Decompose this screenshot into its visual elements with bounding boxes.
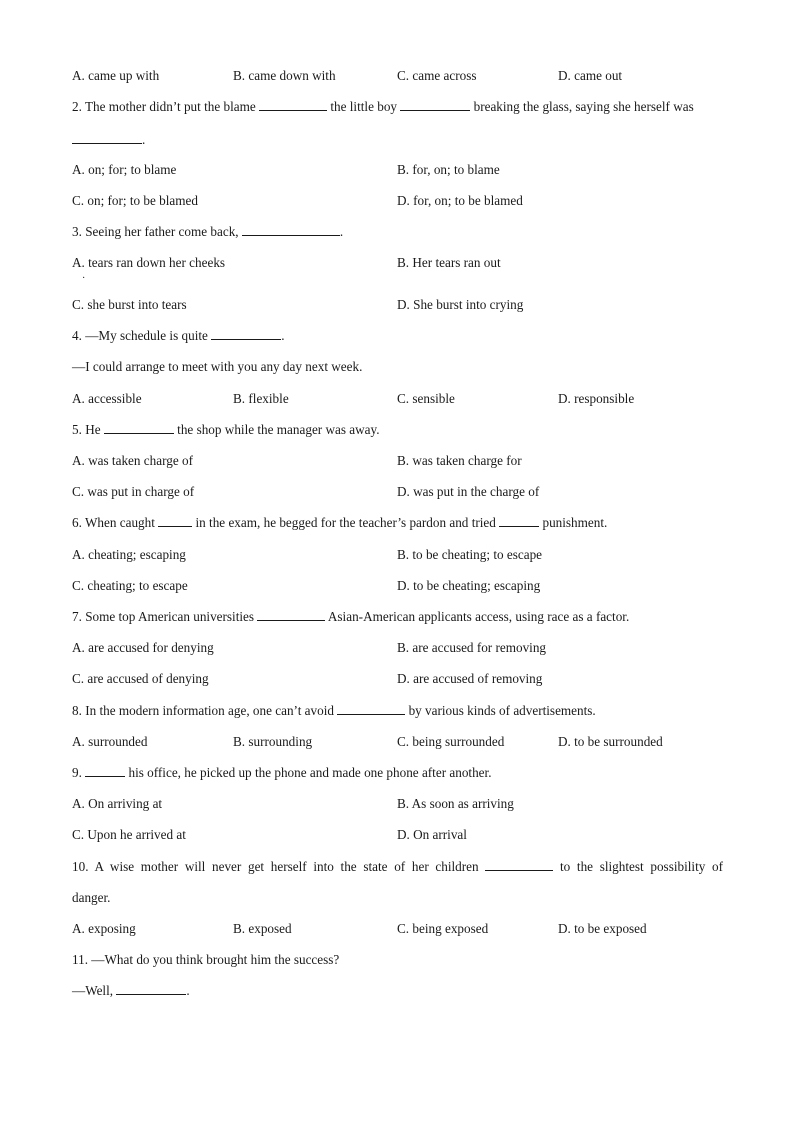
q10-stem-continued: danger. bbox=[72, 890, 111, 905]
q4-reply: —I could arrange to meet with you any day next week. bbox=[72, 359, 363, 374]
q5-option-d: D. was put in the charge of bbox=[397, 484, 540, 499]
q7-option-a: A. are accused for denying bbox=[72, 640, 214, 655]
q2-option-a: A. on; for; to blame bbox=[72, 162, 177, 177]
q1-option-d: D. came out bbox=[558, 68, 623, 83]
q5-stem: 5. He the shop while the manager was away. bbox=[72, 422, 380, 437]
q1-option-c: C. came across bbox=[397, 68, 477, 83]
q4-stem: 4. —My schedule is quite . bbox=[72, 328, 285, 343]
q7-option-b: B. are accused for removing bbox=[397, 640, 547, 655]
q6-option-b: B. to be cheating; to escape bbox=[397, 547, 543, 562]
q6-option-d: D. to be cheating; escaping bbox=[397, 578, 541, 593]
answer-blank bbox=[104, 422, 174, 434]
q2-option-b: B. for, on; to blame bbox=[397, 162, 500, 177]
q4-option-a: A. accessible bbox=[72, 391, 142, 406]
q5-option-b: B. was taken charge for bbox=[397, 453, 522, 468]
stray-dot: · bbox=[82, 273, 86, 284]
answer-blank bbox=[116, 983, 186, 995]
q1-option-b: B. came down with bbox=[233, 68, 336, 83]
q2-stem-continued: . bbox=[72, 132, 145, 148]
q11-stem: 11. —What do you think brought him the success? bbox=[72, 952, 340, 967]
q3-stem: 3. Seeing her father come back, . bbox=[72, 224, 344, 239]
answer-blank bbox=[337, 703, 405, 715]
q7-stem: 7. Some top American universities Asian-American applicants access, using race as a factor. bbox=[72, 609, 630, 624]
q6-option-a: A. cheating; escaping bbox=[72, 547, 186, 562]
q8-stem: 8. In the modern information age, one can’t avoid by various kinds of advertisements. bbox=[72, 703, 596, 718]
answer-blank bbox=[499, 515, 539, 527]
q8-option-d: D. to be surrounded bbox=[558, 734, 663, 749]
answer-blank bbox=[400, 99, 470, 111]
q8-option-a: A. surrounded bbox=[72, 734, 148, 749]
q5-option-c: C. was put in charge of bbox=[72, 484, 195, 499]
q4-option-c: C. sensible bbox=[397, 391, 455, 406]
q9-option-d: D. On arrival bbox=[397, 827, 467, 842]
q8-option-c: C. being surrounded bbox=[397, 734, 505, 749]
q2-stem: 2. The mother didn’t put the blame the little boy breaking the glass, saying she herself was bbox=[72, 99, 694, 114]
q4-option-d: D. responsible bbox=[558, 391, 635, 406]
q10-option-b: B. exposed bbox=[233, 921, 292, 936]
q3-option-c: C. she burst into tears bbox=[72, 297, 187, 312]
q10-option-a: A. exposing bbox=[72, 921, 136, 936]
q3-option-b: B. Her tears ran out bbox=[397, 255, 501, 270]
q9-stem: 9. his office, he picked up the phone and made one phone after another. bbox=[72, 765, 492, 780]
answer-blank bbox=[485, 859, 553, 871]
q1-option-a: A. came up with bbox=[72, 68, 160, 83]
answer-blank bbox=[85, 765, 125, 777]
q10-option-d: D. to be exposed bbox=[558, 921, 647, 936]
answer-blank bbox=[72, 132, 142, 144]
q8-option-b: B. surrounding bbox=[233, 734, 313, 749]
q10-option-c: C. being exposed bbox=[397, 921, 489, 936]
q7-option-d: D. are accused of removing bbox=[397, 671, 543, 686]
q2-option-d: D. for, on; to be blamed bbox=[397, 193, 523, 208]
q6-stem: 6. When caught in the exam, he begged for the teacher’s pardon and tried punishment. bbox=[72, 515, 608, 530]
q10-stem: 10. A wise mother will never get herself into the state of her children to the slightest possibility of bbox=[72, 859, 723, 874]
q9-option-a: A. On arriving at bbox=[72, 796, 163, 811]
answer-blank bbox=[242, 224, 340, 236]
q2-option-c: C. on; for; to be blamed bbox=[72, 193, 198, 208]
q11-reply: —Well, . bbox=[72, 983, 190, 998]
answer-blank bbox=[211, 328, 281, 340]
q4-option-b: B. flexible bbox=[233, 391, 289, 406]
answer-blank bbox=[259, 99, 327, 111]
q6-option-c: C. cheating; to escape bbox=[72, 578, 188, 593]
q9-option-c: C. Upon he arrived at bbox=[72, 827, 186, 842]
q5-option-a: A. was taken charge of bbox=[72, 453, 193, 468]
answer-blank bbox=[257, 609, 325, 621]
answer-blank bbox=[158, 515, 192, 527]
q7-option-c: C. are accused of denying bbox=[72, 671, 209, 686]
q3-option-d: D. She burst into crying bbox=[397, 297, 524, 312]
q9-option-b: B. As soon as arriving bbox=[397, 796, 514, 811]
q3-option-a: A. tears ran down her cheeks bbox=[72, 255, 226, 270]
